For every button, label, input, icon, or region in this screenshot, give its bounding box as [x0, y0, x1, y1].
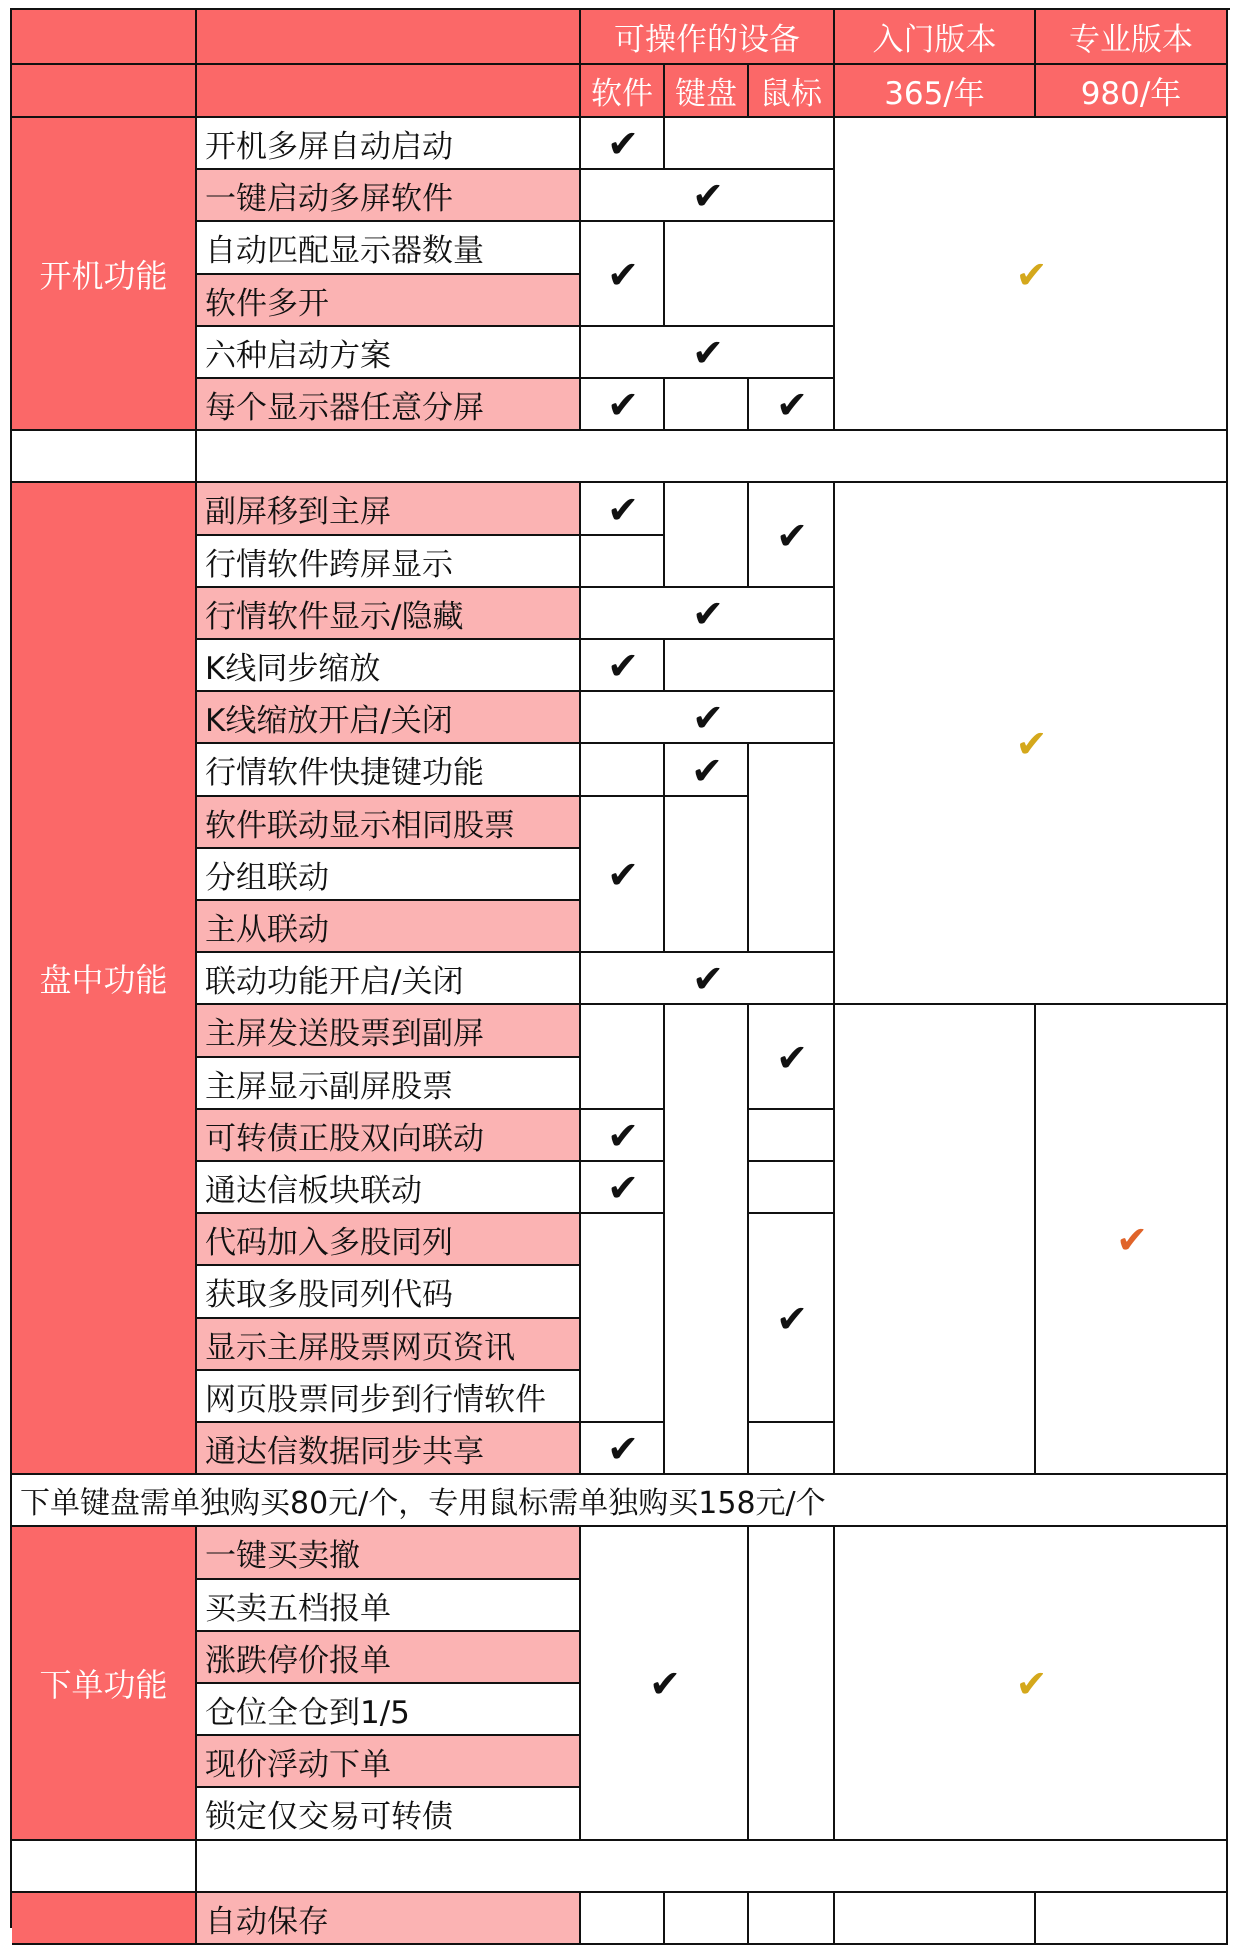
feature-label: 一键买卖撤	[197, 1527, 581, 1580]
spacer-row	[12, 1841, 197, 1893]
check-icon: ✔	[776, 513, 808, 558]
check-icon: ✔	[692, 592, 724, 636]
feature-label: 软件多开	[197, 275, 581, 327]
feature-label: K线同步缩放	[197, 640, 581, 692]
header-entry-price: 365/年	[835, 65, 1036, 118]
feature-label: 主屏发送股票到副屏	[197, 1005, 581, 1058]
section-boot: 开机功能	[12, 118, 197, 431]
header-software: 软件	[581, 65, 665, 118]
feature-label: 开机多屏自动启动	[197, 118, 581, 170]
device-cell	[581, 536, 665, 588]
check-icon: ✔	[692, 696, 724, 740]
feature-label: 网页股票同步到行情软件	[197, 1371, 581, 1423]
feature-label: 涨跌停价报单	[197, 1632, 581, 1684]
header-corner-3	[12, 65, 197, 118]
check-icon: ✔	[607, 383, 639, 427]
device-cell	[665, 797, 749, 953]
check-icon: ✔	[692, 331, 724, 375]
device-cell	[749, 1527, 835, 1841]
feature-label: 行情软件显示/隐藏	[197, 588, 581, 640]
check-icon: ✔	[776, 1035, 808, 1080]
purchase-note: 下单键盘需单独购买80元/个，专用鼠标需单独购买158元/个	[12, 1475, 1228, 1527]
section-order: 下单功能	[12, 1527, 197, 1841]
feature-label: 分组联动	[197, 849, 581, 901]
device-cell	[665, 1893, 749, 1945]
feature-label: 锁定仅交易可转债	[197, 1788, 581, 1841]
check-icon: ✔	[776, 1296, 808, 1341]
device-cell	[749, 1162, 835, 1214]
feature-label: 行情软件快捷键功能	[197, 744, 581, 797]
device-cell	[581, 1214, 665, 1423]
device-cell	[665, 118, 835, 170]
check-icon: ✔	[607, 853, 639, 897]
device-cell	[665, 379, 749, 431]
check-icon: ✔	[607, 1427, 639, 1471]
check-icon: ✔	[776, 383, 808, 427]
version-cell	[1036, 1893, 1228, 1945]
header-keyboard: 键盘	[665, 65, 749, 118]
check-icon: ✔	[692, 174, 724, 218]
check-icon: ✔	[607, 252, 639, 297]
feature-label: 自动匹配显示器数量	[197, 222, 581, 275]
feature-label: 软件联动显示相同股票	[197, 797, 581, 849]
device-cell	[665, 483, 749, 588]
version-check-icon: ✔	[1015, 252, 1048, 297]
feature-label: 一键启动多屏软件	[197, 170, 581, 222]
feature-label: 行情软件跨屏显示	[197, 536, 581, 588]
check-icon: ✔	[607, 644, 639, 688]
feature-label: 主从联动	[197, 901, 581, 953]
version-check-icon: ✔	[1116, 1218, 1148, 1262]
feature-label: 显示主屏股票网页资讯	[197, 1319, 581, 1371]
feature-label: 副屏移到主屏	[197, 483, 581, 536]
feature-label: 自动保存	[197, 1893, 581, 1945]
header-corner-1	[12, 10, 197, 65]
device-cell	[749, 1423, 835, 1475]
spacer-row	[197, 431, 1228, 483]
header-pro-price: 980/年	[1036, 65, 1228, 118]
version-check-icon: ✔	[1015, 1662, 1048, 1706]
check-icon: ✔	[607, 1114, 639, 1158]
check-icon: ✔	[692, 957, 724, 1001]
check-icon: ✔	[649, 1662, 681, 1706]
feature-label: 通达信板块联动	[197, 1162, 581, 1214]
device-cell	[665, 222, 835, 327]
check-icon: ✔	[691, 748, 723, 793]
device-cell	[749, 1893, 835, 1945]
feature-label: 通达信数据同步共享	[197, 1423, 581, 1475]
device-cell	[665, 1005, 749, 1475]
spacer-row	[12, 431, 197, 483]
feature-label: 六种启动方案	[197, 327, 581, 379]
device-cell	[749, 744, 835, 953]
device-cell	[581, 1893, 665, 1945]
header-mouse: 鼠标	[749, 65, 835, 118]
device-cell	[581, 1005, 665, 1110]
version-cell	[835, 1005, 1036, 1475]
check-icon: ✔	[607, 122, 639, 166]
feature-label: K线缩放开启/关闭	[197, 692, 581, 744]
feature-label: 可转债正股双向联动	[197, 1110, 581, 1162]
feature-label: 每个显示器任意分屏	[197, 379, 581, 431]
feature-label: 联动功能开启/关闭	[197, 953, 581, 1005]
check-icon: ✔	[607, 1166, 639, 1210]
device-cell	[665, 640, 835, 692]
header-corner-2	[197, 10, 581, 65]
version-cell	[835, 1893, 1036, 1945]
device-cell	[581, 744, 665, 797]
header-entry-version: 入门版本	[835, 10, 1036, 65]
feature-label: 买卖五档报单	[197, 1580, 581, 1632]
feature-label: 代码加入多股同列	[197, 1214, 581, 1266]
spacer-row	[197, 1841, 1228, 1893]
feature-label: 获取多股同列代码	[197, 1266, 581, 1319]
section-trading: 盘中功能	[12, 483, 197, 1475]
feature-label: 仓位全仓到1/5	[197, 1684, 581, 1736]
version-check-icon: ✔	[1015, 722, 1048, 766]
device-cell	[749, 1110, 835, 1162]
header-devices: 可操作的设备	[581, 10, 835, 65]
table-top-border	[10, 8, 1230, 10]
feature-label: 主屏显示副屏股票	[197, 1058, 581, 1110]
header-pro-version: 专业版本	[1036, 10, 1228, 65]
section-next	[12, 1893, 197, 1945]
header-corner-4	[197, 65, 581, 118]
feature-label: 现价浮动下单	[197, 1736, 581, 1788]
check-icon: ✔	[607, 487, 639, 532]
